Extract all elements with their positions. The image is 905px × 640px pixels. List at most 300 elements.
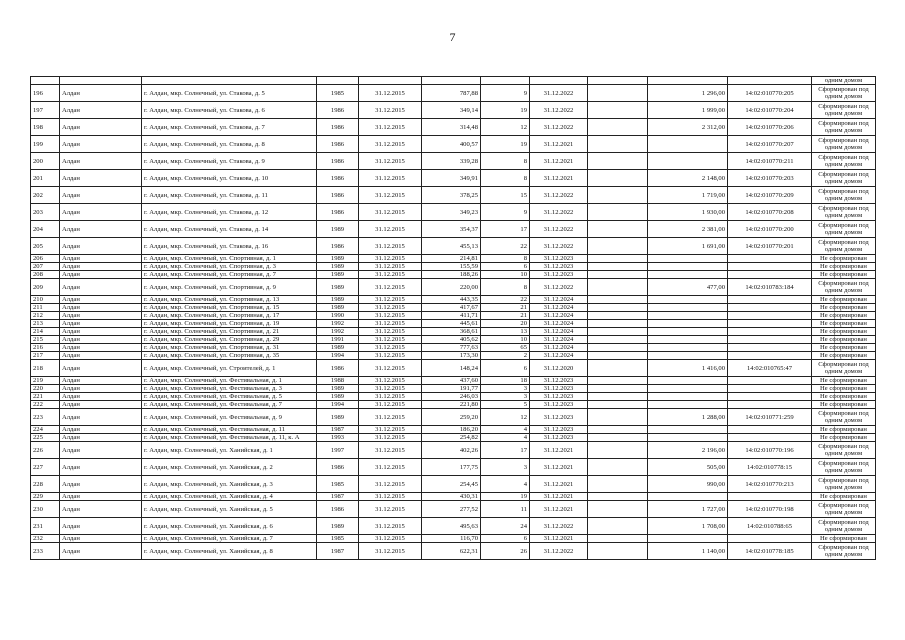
empty-cell [588, 360, 648, 377]
empty-cell [588, 153, 648, 170]
year-built-cell: 1990 [317, 312, 359, 320]
land-area-cell: 1 719,00 [648, 187, 728, 204]
address-cell: г. Алдан, мкр. Солнечный, ул. Стакова, д. 7 [142, 119, 317, 136]
row-number-cell: 208 [31, 271, 60, 279]
deadline-cell: 31.12.2022 [530, 85, 588, 102]
table-row [31, 336, 876, 344]
table-row-continued [31, 77, 876, 85]
date-cell: 31.12.2015 [359, 434, 422, 442]
table-row [31, 102, 876, 119]
row-number-cell: 218 [31, 360, 60, 377]
status-cell: Не сформирован [812, 352, 876, 360]
row-number-cell: 220 [31, 385, 60, 393]
land-area-cell: 2 312,00 [648, 119, 728, 136]
empty-cell [588, 393, 648, 401]
address-cell: г. Алдан, мкр. Солнечный, ул. Спортивная, д. 31 [142, 344, 317, 352]
cadastral-number-cell [728, 344, 812, 352]
empty-cell [588, 221, 648, 238]
cadastral-number-cell: 14:02:010770:209 [728, 187, 812, 204]
status-cell: Сформирован под одним домом [812, 442, 876, 459]
row-number-cell: 197 [31, 102, 60, 119]
year-built-cell: 1986 [317, 360, 359, 377]
count-cell: 10 [481, 336, 530, 344]
count-cell: 8 [481, 153, 530, 170]
cadastral-number-cell [728, 263, 812, 271]
status-cell: Не сформирован [812, 535, 876, 543]
city-cell: Алдан [60, 459, 142, 476]
table-row [31, 409, 876, 426]
deadline-cell: 31.12.2021 [530, 493, 588, 501]
status-cell: Сформирован под одним домом [812, 221, 876, 238]
cadastral-number-cell: 14:02:010770:201 [728, 238, 812, 255]
table-row [31, 360, 876, 377]
year-built-cell: 1989 [317, 304, 359, 312]
land-area-cell: 1 140,00 [648, 543, 728, 560]
table-row [31, 377, 876, 385]
area-cell: 443,35 [422, 296, 481, 304]
cadastral-number-cell: 14:02:010765:47 [728, 360, 812, 377]
area-cell: 155,59 [422, 263, 481, 271]
empty-cell [588, 352, 648, 360]
address-cell: г. Алдан, мкр. Солнечный, ул. Спортивная, д. 35 [142, 352, 317, 360]
land-area-cell: 990,00 [648, 476, 728, 493]
land-area-cell: 1 296,00 [648, 85, 728, 102]
row-number-cell: 199 [31, 136, 60, 153]
empty-cell [588, 119, 648, 136]
table-row [31, 187, 876, 204]
count-cell: 24 [481, 518, 530, 535]
table-row [31, 304, 876, 312]
city-cell: Алдан [60, 320, 142, 328]
area-cell: 259,20 [422, 409, 481, 426]
deadline-cell: 31.12.2022 [530, 221, 588, 238]
land-area-cell [648, 136, 728, 153]
land-area-cell: 1 727,00 [648, 501, 728, 518]
land-area-cell [648, 153, 728, 170]
deadline-cell: 31.12.2024 [530, 328, 588, 336]
area-cell: 787,88 [422, 85, 481, 102]
area-cell: 277,52 [422, 501, 481, 518]
status-cell: Сформирован под одним домом [812, 279, 876, 296]
land-area-cell [648, 328, 728, 336]
land-area-cell: 1 999,00 [648, 102, 728, 119]
land-area-cell [648, 377, 728, 385]
area-cell: 246,03 [422, 393, 481, 401]
land-area-cell: 1 691,00 [648, 238, 728, 255]
status-cell: Сформирован под одним домом [812, 119, 876, 136]
status-cell: Сформирован под одним домом [812, 409, 876, 426]
table-row [31, 543, 876, 560]
empty-cell [588, 434, 648, 442]
city-cell: Алдан [60, 170, 142, 187]
city-cell: Алдан [60, 409, 142, 426]
empty-cell [588, 187, 648, 204]
land-area-cell [648, 271, 728, 279]
table-row [31, 271, 876, 279]
table-row [31, 263, 876, 271]
status-cell: Не сформирован [812, 255, 876, 263]
land-area-cell [648, 304, 728, 312]
row-number-cell: 229 [31, 493, 60, 501]
row-number-cell: 212 [31, 312, 60, 320]
status-cell: Не сформирован [812, 336, 876, 344]
table-row [31, 518, 876, 535]
year-built-cell: 1985 [317, 535, 359, 543]
cadastral-number-cell [728, 385, 812, 393]
year-built-cell: 1994 [317, 401, 359, 409]
count-cell: 2 [481, 352, 530, 360]
cadastral-number-cell [728, 271, 812, 279]
area-cell: 495,63 [422, 518, 481, 535]
count-cell: 13 [481, 328, 530, 336]
date-cell: 31.12.2015 [359, 344, 422, 352]
table-row [31, 255, 876, 263]
date-cell: 31.12.2015 [359, 493, 422, 501]
deadline-cell: 31.12.2024 [530, 344, 588, 352]
row-number-cell: 219 [31, 377, 60, 385]
empty-cell [588, 344, 648, 352]
city-cell: Алдан [60, 518, 142, 535]
empty-cell [588, 320, 648, 328]
table-row [31, 136, 876, 153]
year-built-cell: 1989 [317, 296, 359, 304]
area-cell: 254,45 [422, 476, 481, 493]
count-cell: 6 [481, 263, 530, 271]
date-cell: 31.12.2015 [359, 102, 422, 119]
date-cell: 31.12.2015 [359, 518, 422, 535]
empty-cell [588, 328, 648, 336]
table-row [31, 442, 876, 459]
date-cell: 31.12.2015 [359, 476, 422, 493]
empty-cell [588, 385, 648, 393]
cadastral-number-cell [728, 434, 812, 442]
empty-cell [588, 442, 648, 459]
land-area-cell [648, 352, 728, 360]
address-cell: г. Алдан, мкр. Солнечный, ул. Ханийская, д. 1 [142, 442, 317, 459]
row-number-cell: 226 [31, 442, 60, 459]
year-built-cell: 1992 [317, 320, 359, 328]
cadastral-number-cell [728, 336, 812, 344]
deadline-cell: 31.12.2024 [530, 312, 588, 320]
date-cell: 31.12.2015 [359, 320, 422, 328]
date-cell: 31.12.2015 [359, 501, 422, 518]
status-cell: Не сформирован [812, 312, 876, 320]
table-row [31, 238, 876, 255]
land-area-cell: 505,00 [648, 459, 728, 476]
city-cell: Алдан [60, 377, 142, 385]
area-cell: 378,25 [422, 187, 481, 204]
city-cell: Алдан [60, 221, 142, 238]
deadline-cell: 31.12.2021 [530, 170, 588, 187]
deadline-cell: 31.12.2022 [530, 518, 588, 535]
status-cell: Не сформирован [812, 304, 876, 312]
cadastral-number-cell [728, 312, 812, 320]
city-cell: Алдан [60, 360, 142, 377]
year-built-cell: 1989 [317, 518, 359, 535]
year-built-cell: 1986 [317, 153, 359, 170]
area-cell: 402,26 [422, 442, 481, 459]
address-cell: г. Алдан, мкр. Солнечный, ул. Стакова, д. 14 [142, 221, 317, 238]
date-cell: 31.12.2015 [359, 255, 422, 263]
land-area-cell: 1 288,00 [648, 409, 728, 426]
date-cell: 31.12.2015 [359, 296, 422, 304]
cadastral-number-cell: 14:02:010770:205 [728, 85, 812, 102]
table-row [31, 401, 876, 409]
deadline-cell: 31.12.2024 [530, 336, 588, 344]
status-cell: Сформирован под одним домом [812, 476, 876, 493]
city-cell: Алдан [60, 312, 142, 320]
date-cell: 31.12.2015 [359, 85, 422, 102]
deadline-cell: 31.12.2021 [530, 459, 588, 476]
date-cell: 31.12.2015 [359, 377, 422, 385]
year-built-cell: 1986 [317, 102, 359, 119]
housing-register-table [30, 76, 876, 560]
land-area-cell [648, 255, 728, 263]
empty-cell [588, 263, 648, 271]
row-number-cell: 230 [31, 501, 60, 518]
area-cell: 173,30 [422, 352, 481, 360]
year-built-cell: 1989 [317, 409, 359, 426]
area-cell: 411,71 [422, 312, 481, 320]
year-built-cell: 1994 [317, 352, 359, 360]
area-cell: 116,70 [422, 535, 481, 543]
deadline-cell: 31.12.2022 [530, 119, 588, 136]
deadline-cell: 31.12.2021 [530, 136, 588, 153]
address-cell: г. Алдан, мкр. Солнечный, ул. Спортивная, д. 15 [142, 304, 317, 312]
land-area-cell [648, 320, 728, 328]
table-row [31, 320, 876, 328]
status-cell: Не сформирован [812, 385, 876, 393]
address-cell: г. Алдан, мкр. Солнечный, ул. Спортивная, д. 9 [142, 279, 317, 296]
city-cell: Алдан [60, 187, 142, 204]
address-cell: г. Алдан, мкр. Солнечный, ул. Ханийская, д. 4 [142, 493, 317, 501]
table-row [31, 153, 876, 170]
land-area-cell [648, 263, 728, 271]
count-cell: 3 [481, 385, 530, 393]
city-cell: Алдан [60, 271, 142, 279]
count-cell: 22 [481, 238, 530, 255]
date-cell: 31.12.2015 [359, 385, 422, 393]
status-cell: Сформирован под одним домом [812, 136, 876, 153]
cadastral-number-cell: 14:02:010783:184 [728, 279, 812, 296]
address-cell: г. Алдан, мкр. Солнечный, ул. Спортивная, д. 19 [142, 320, 317, 328]
count-cell: 8 [481, 255, 530, 263]
table-row [31, 170, 876, 187]
year-built-cell: 1989 [317, 279, 359, 296]
land-area-cell [648, 385, 728, 393]
area-cell: 354,37 [422, 221, 481, 238]
address-cell: г. Алдан, мкр. Солнечный, ул. Фестивальная, д. 11, к. А [142, 434, 317, 442]
empty-cell [588, 501, 648, 518]
deadline-cell: 31.12.2022 [530, 102, 588, 119]
area-cell: 455,13 [422, 238, 481, 255]
city-cell: Алдан [60, 336, 142, 344]
cadastral-number-cell [728, 377, 812, 385]
row-number-cell: 232 [31, 535, 60, 543]
date-cell: 31.12.2015 [359, 271, 422, 279]
count-cell: 65 [481, 344, 530, 352]
row-number-cell: 202 [31, 187, 60, 204]
status-cell: Не сформирован [812, 263, 876, 271]
date-cell: 31.12.2015 [359, 535, 422, 543]
city-cell: Алдан [60, 543, 142, 560]
row-number-cell: 231 [31, 518, 60, 535]
table-row [31, 296, 876, 304]
address-cell: г. Алдан, мкр. Солнечный, ул. Спортивная, д. 7 [142, 271, 317, 279]
empty-cell [588, 85, 648, 102]
city-cell: Алдан [60, 385, 142, 393]
date-cell: 31.12.2015 [359, 153, 422, 170]
address-cell: г. Алдан, мкр. Солнечный, ул. Ханийская, д. 8 [142, 543, 317, 560]
row-number-cell: 222 [31, 401, 60, 409]
address-cell: г. Алдан, мкр. Солнечный, ул. Стакова, д. 11 [142, 187, 317, 204]
count-cell: 10 [481, 271, 530, 279]
year-built-cell: 1988 [317, 377, 359, 385]
count-cell: 8 [481, 170, 530, 187]
city-cell: Алдан [60, 238, 142, 255]
year-built-cell: 1986 [317, 459, 359, 476]
year-built-cell: 1987 [317, 543, 359, 560]
count-cell: 4 [481, 476, 530, 493]
deadline-cell: 31.12.2024 [530, 320, 588, 328]
page-number: 7 [449, 30, 456, 44]
count-cell: 4 [481, 434, 530, 442]
city-cell: Алдан [60, 352, 142, 360]
date-cell: 31.12.2015 [359, 119, 422, 136]
address-cell: г. Алдан, мкр. Солнечный, ул. Ханийская, д. 7 [142, 535, 317, 543]
area-cell: 191,77 [422, 385, 481, 393]
city-cell: Алдан [60, 85, 142, 102]
count-cell: 18 [481, 377, 530, 385]
row-number-cell: 200 [31, 153, 60, 170]
land-area-cell: 2 148,00 [648, 170, 728, 187]
empty-cell [588, 535, 648, 543]
cadastral-number-cell: 14:02:010770:208 [728, 204, 812, 221]
empty-cell [588, 271, 648, 279]
table-row [31, 476, 876, 493]
address-cell: г. Алдан, мкр. Солнечный, ул. Стакова, д. 16 [142, 238, 317, 255]
cadastral-number-cell: 14:02:010770:211 [728, 153, 812, 170]
address-cell: г. Алдан, мкр. Солнечный, ул. Стакова, д. 10 [142, 170, 317, 187]
empty-cell [588, 377, 648, 385]
status-cell: Сформирован под одним домом [812, 204, 876, 221]
row-number-cell: 224 [31, 426, 60, 434]
city-cell: Алдан [60, 279, 142, 296]
address-cell: г. Алдан, мкр. Солнечный, ул. Фестивальная, д. 1 [142, 377, 317, 385]
empty-cell [588, 336, 648, 344]
status-cell: Не сформирован [812, 401, 876, 409]
year-built-cell: 1986 [317, 170, 359, 187]
table-row [31, 85, 876, 102]
cadastral-number-cell [728, 352, 812, 360]
cadastral-number-cell: 14:02:010770:204 [728, 102, 812, 119]
area-cell: 214,81 [422, 255, 481, 263]
cadastral-number-cell [728, 535, 812, 543]
cadastral-number-cell: 14:02:010771:259 [728, 409, 812, 426]
row-number-cell: 221 [31, 393, 60, 401]
year-built-cell: 1986 [317, 136, 359, 153]
date-cell: 31.12.2015 [359, 409, 422, 426]
land-area-cell: 1 930,00 [648, 204, 728, 221]
table-row [31, 393, 876, 401]
city-cell: Алдан [60, 296, 142, 304]
city-cell: Алдан [60, 136, 142, 153]
land-area-cell: 2 381,00 [648, 221, 728, 238]
year-built-cell: 1992 [317, 328, 359, 336]
status-cell: Не сформирован [812, 320, 876, 328]
table-row [31, 328, 876, 336]
address-cell: г. Алдан, мкр. Солнечный, ул. Стакова, д. 9 [142, 153, 317, 170]
land-area-cell [648, 434, 728, 442]
cadastral-number-cell [728, 255, 812, 263]
count-cell: 19 [481, 493, 530, 501]
cadastral-number-cell: 14:02:010778:15 [728, 459, 812, 476]
count-cell: 21 [481, 312, 530, 320]
address-cell: г. Алдан, мкр. Солнечный, ул. Фестивальная, д. 5 [142, 393, 317, 401]
empty-cell [588, 459, 648, 476]
city-cell: Алдан [60, 442, 142, 459]
deadline-cell: 31.12.2023 [530, 434, 588, 442]
row-number-cell: 228 [31, 476, 60, 493]
empty-cell [588, 493, 648, 501]
table-row [31, 426, 876, 434]
status-cell: Сформирован под одним домом [812, 543, 876, 560]
count-cell: 6 [481, 535, 530, 543]
area-cell: 430,31 [422, 493, 481, 501]
cadastral-number-cell [728, 320, 812, 328]
status-cell: Сформирован под одним домом [812, 501, 876, 518]
date-cell: 31.12.2015 [359, 426, 422, 434]
deadline-cell: 31.12.2024 [530, 352, 588, 360]
deadline-cell: 31.12.2022 [530, 279, 588, 296]
status-cell: Сформирован под одним домом [812, 153, 876, 170]
table-row [31, 312, 876, 320]
date-cell: 31.12.2015 [359, 401, 422, 409]
city-cell: Алдан [60, 476, 142, 493]
year-built-cell: 1986 [317, 204, 359, 221]
land-area-cell [648, 336, 728, 344]
date-cell: 31.12.2015 [359, 442, 422, 459]
count-cell: 17 [481, 442, 530, 459]
area-cell: 177,75 [422, 459, 481, 476]
empty-cell [588, 476, 648, 493]
land-area-cell [648, 493, 728, 501]
date-cell: 31.12.2015 [359, 136, 422, 153]
land-area-cell: 1 416,00 [648, 360, 728, 377]
status-cell: Сформирован под одним домом [812, 238, 876, 255]
status-cell: Не сформирован [812, 426, 876, 434]
empty-cell [588, 543, 648, 560]
cadastral-number-cell [728, 426, 812, 434]
table-row [31, 493, 876, 501]
empty-cell [588, 136, 648, 153]
year-built-cell: 1986 [317, 119, 359, 136]
city-cell: Алдан [60, 263, 142, 271]
table-row [31, 535, 876, 543]
year-built-cell: 1989 [317, 385, 359, 393]
row-number-cell: 223 [31, 409, 60, 426]
year-built-cell: 1989 [317, 344, 359, 352]
date-cell: 31.12.2015 [359, 238, 422, 255]
land-area-cell [648, 296, 728, 304]
year-built-cell: 1989 [317, 255, 359, 263]
empty-cell [588, 518, 648, 535]
year-built-cell: 1989 [317, 271, 359, 279]
year-built-cell: 1991 [317, 336, 359, 344]
area-cell: 314,48 [422, 119, 481, 136]
row-number-cell: 198 [31, 119, 60, 136]
table-row [31, 459, 876, 476]
